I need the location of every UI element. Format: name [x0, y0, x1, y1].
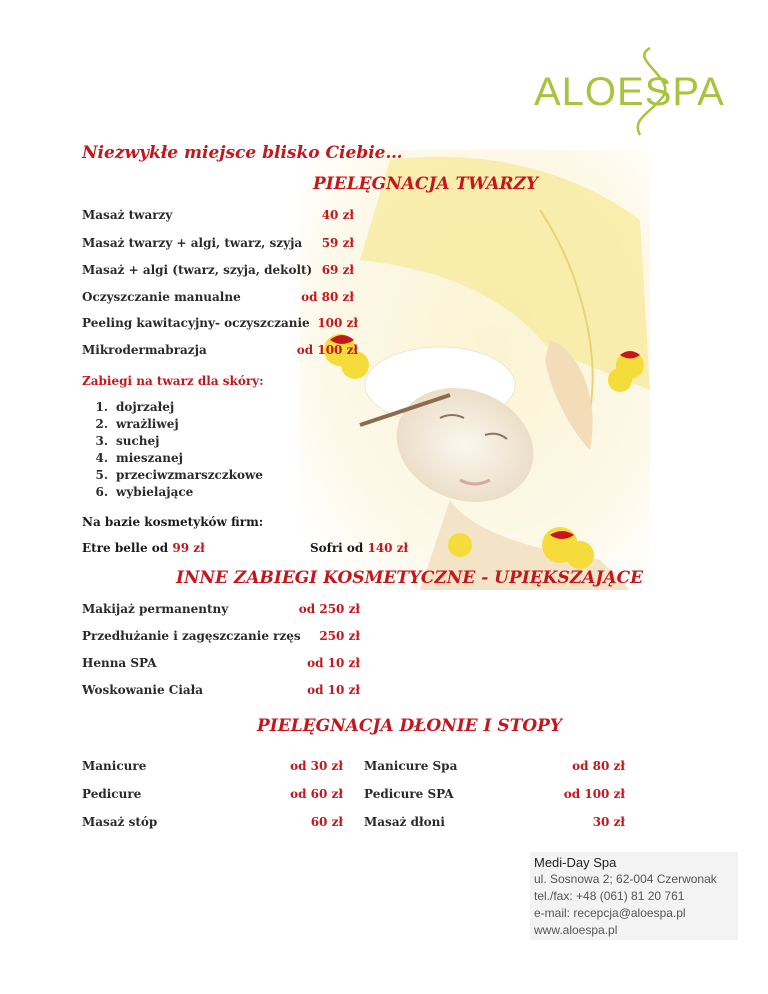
brands-heading: Na bazie kosmetyków firm:	[82, 515, 264, 529]
service-price: 250 zł	[319, 629, 360, 643]
service-label: Woskowanie Ciała	[82, 683, 204, 697]
service-price: od 100 zł	[563, 787, 625, 801]
service-price: 69 zł	[321, 263, 354, 277]
service-price: od 60 zł	[290, 787, 343, 801]
brand-etre-belle: Etre belle od 99 zł	[82, 541, 205, 555]
list-item: 1. dojrzałej	[95, 400, 175, 414]
service-price: od 10 zł	[307, 656, 360, 670]
aloespa-logo: ALOESPA	[532, 40, 732, 140]
service-label: Mikrodermabrazja	[82, 343, 207, 357]
section-title-cosmetic: INNE ZABIEGI KOSMETYCZNE - UPIĘKSZAJĄCE	[176, 568, 644, 588]
contact-box	[530, 852, 738, 940]
service-price: 40 zł	[321, 208, 354, 222]
skin-types-heading: Zabiegi na twarz dla skóry:	[82, 374, 264, 388]
service-price: od 80 zł	[572, 759, 625, 773]
service-label: Manicure	[82, 759, 147, 773]
service-label: Masaż twarzy	[82, 208, 173, 222]
service-price: od 80 zł	[301, 290, 354, 304]
service-price: 60 zł	[310, 815, 343, 829]
contact-website[interactable]: www.aloespa.pl	[534, 923, 618, 937]
service-price: 30 zł	[592, 815, 625, 829]
service-price: od 10 zł	[307, 683, 360, 697]
service-label: Masaż stóp	[82, 815, 158, 829]
contact-name: Medi-Day Spa	[534, 855, 617, 870]
contact-phone: tel./fax: +48 (061) 81 20 761	[534, 889, 685, 903]
service-label: Pedicure SPA	[364, 787, 454, 801]
list-item: 5. przeciwzmarszczkowe	[95, 468, 263, 482]
contact-email[interactable]: e-mail: recepcja@aloespa.pl	[534, 906, 686, 920]
service-label: Henna SPA	[82, 656, 157, 670]
service-price: 59 zł	[321, 236, 354, 250]
service-price: od 100 zł	[296, 343, 358, 357]
list-item: 6. wybielające	[95, 485, 194, 499]
list-item: 2. wrażliwej	[95, 417, 179, 431]
service-label: Masaż dłoni	[364, 815, 445, 829]
service-label: Makijaż permanentny	[82, 602, 229, 616]
service-price: od 250 zł	[298, 602, 360, 616]
service-label: Masaż + algi (twarz, szyja, dekolt)	[82, 263, 313, 277]
tagline: Niezwykłe miejsce blisko Ciebie…	[82, 143, 403, 163]
list-item: 4. mieszanej	[95, 451, 183, 465]
section-title-hands: PIELĘGNACJA DŁONIE I STOPY	[257, 716, 563, 736]
service-label: Peeling kawitacyjny- oczyszczanie	[82, 316, 310, 330]
contact-address: ul. Sosnowa 2; 62-004 Czerwonak	[534, 872, 717, 886]
service-label: Przedłużanie i zagęszczanie rzęs	[82, 629, 301, 643]
service-label: Manicure Spa	[364, 759, 458, 773]
service-price: 100 zł	[317, 316, 358, 330]
service-label: Pedicure	[82, 787, 142, 801]
list-item: 3. suchej	[95, 434, 160, 448]
service-label: Masaż twarzy + algi, twarz, szyja	[82, 236, 303, 250]
skin-types-list	[82, 399, 263, 501]
service-price: od 30 zł	[290, 759, 343, 773]
brand-sofri: Sofri od 140 zł	[310, 541, 409, 555]
service-label: Oczyszczanie manualne	[82, 290, 241, 304]
section-title-face: PIELĘGNACJA TWARZY	[313, 174, 539, 194]
